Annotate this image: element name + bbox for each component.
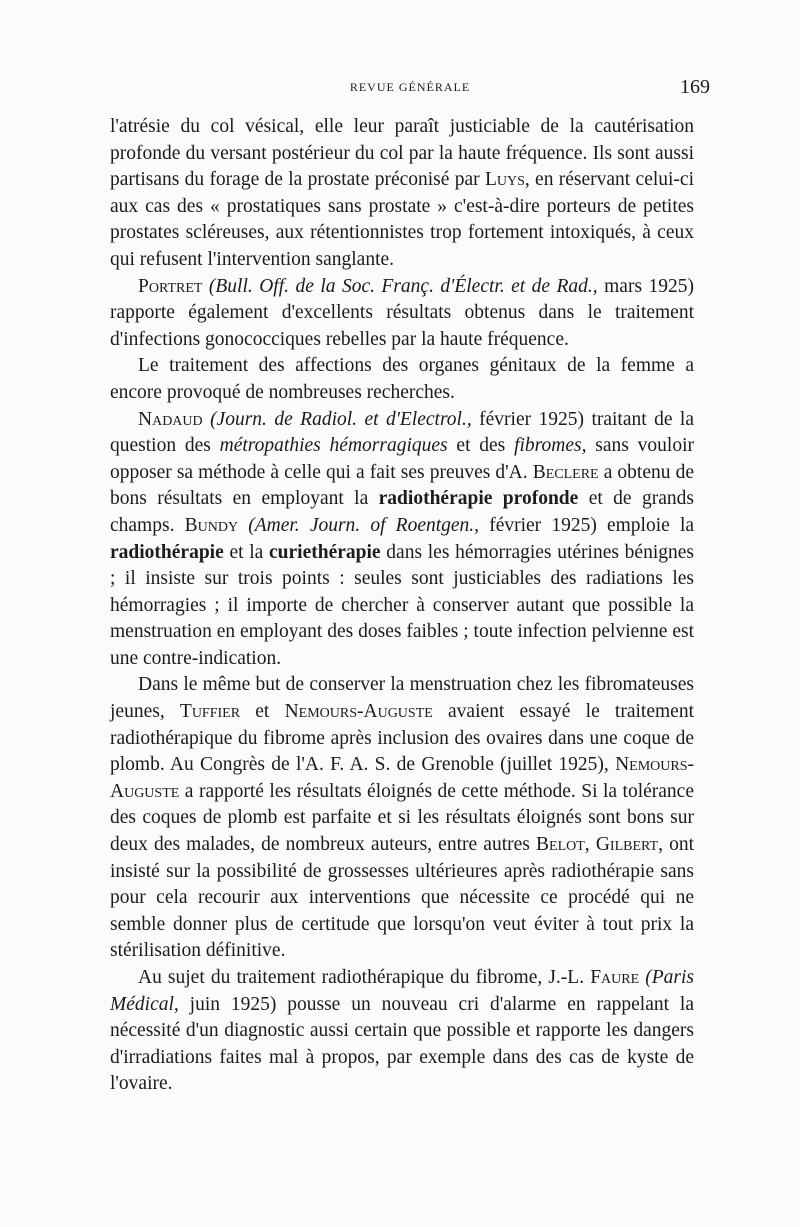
paragraph-5: Dans le même but de conserver la menstruation chez les fibromateuses jeunes, Tuffier et Nemours-Auguste avaient essayé le traitement radiothérapique du fibrome après inclusion des ovaires dans une coque de plomb. Au Congrès de l'A. F. A. S. de Grenoble (juillet 1925), Nemours-Auguste a rapporté les résultats éloignés de cette méthode. Si la tolérance des coques de plomb est parfaite et si les résultats éloignés sont bons sur deux des malades, de nombreux auteurs, entre autres Belot, Gilbert, ont insisté sur la possibilité de grossesses ultérieures après radiothérapie sans pour cela recourir aux interventions que nécessite ce procédé qui ne semble donner plus de certitude que lorsqu'on veut éviter à tout prix la stérilisation définitive. [110,674,695,962]
journal-title: REVUE GÉNÉRALE [349,80,471,94]
running-head [110,76,710,100]
paragraph-1: l'atrésie du col vésical, elle leur paraît justiciable de la cautérisation profonde du versant postérieur du col par la haute fréquence. Ils sont aussi partisans du forage de la prostate préconisé par Luys, en réservant celui-ci aux cas des « prostatiques sans prostate » c'est-à-dire porteurs de petites prostates scléreuses, aux rétentionnistes trop fortement intoxiqués, à ceux qui refusent l'intervention sanglante. [110,116,694,270]
paragraph-6: Au sujet du traitement radiothérapique du fibrome, J.-L. Faure (Paris Médical, juin 1925) pousse un nouveau cri d'alarme en rappelant la nécessité d'un diagnostic aussi certain que possible et rapporte les dangers d'irradiations faites mal à propos, par exemple dans des cas de kyste de l'ovaire. [110,967,695,1095]
paragraph-4: Nadaud (Journ. de Radiol. et d'Electrol., février 1925) traitant de la question des métropathies hémorragiques et des fibromes, sans vouloir opposer sa méthode à celle qui a fait ses preuves d'A. Beclere a obtenu de bons résultats en employant la radiothérapie profonde et de grands champs. Bundy (Amer. Journ. of Roentgen., février 1925) emploie la radiothérapie et la curiethérapie dans les hémorragies utérines bénignes ; il insiste sur trois points : seules sont justiciables des radiations les hémorragies ; il importe de chercher à conserver autant que possible la menstruation en employant des doses faibles ; toute infection pelvienne est une contre-indication. [110,408,695,669]
paragraph-2: Portret (Bull. Off. de la Soc. Franç. d'Électr. et de Rad., mars 1925) rapporte également d'excellents résultats obtenus dans le traitement d'infections gonococciques rebelles par la haute fréquence. [110,275,694,350]
paragraph-3: Le traitement des affections des organes génitaux de la femme a encore provoqué de nombreuses recherches. [110,355,694,403]
page-number: 169 [680,76,710,98]
body-text [110,114,694,1098]
